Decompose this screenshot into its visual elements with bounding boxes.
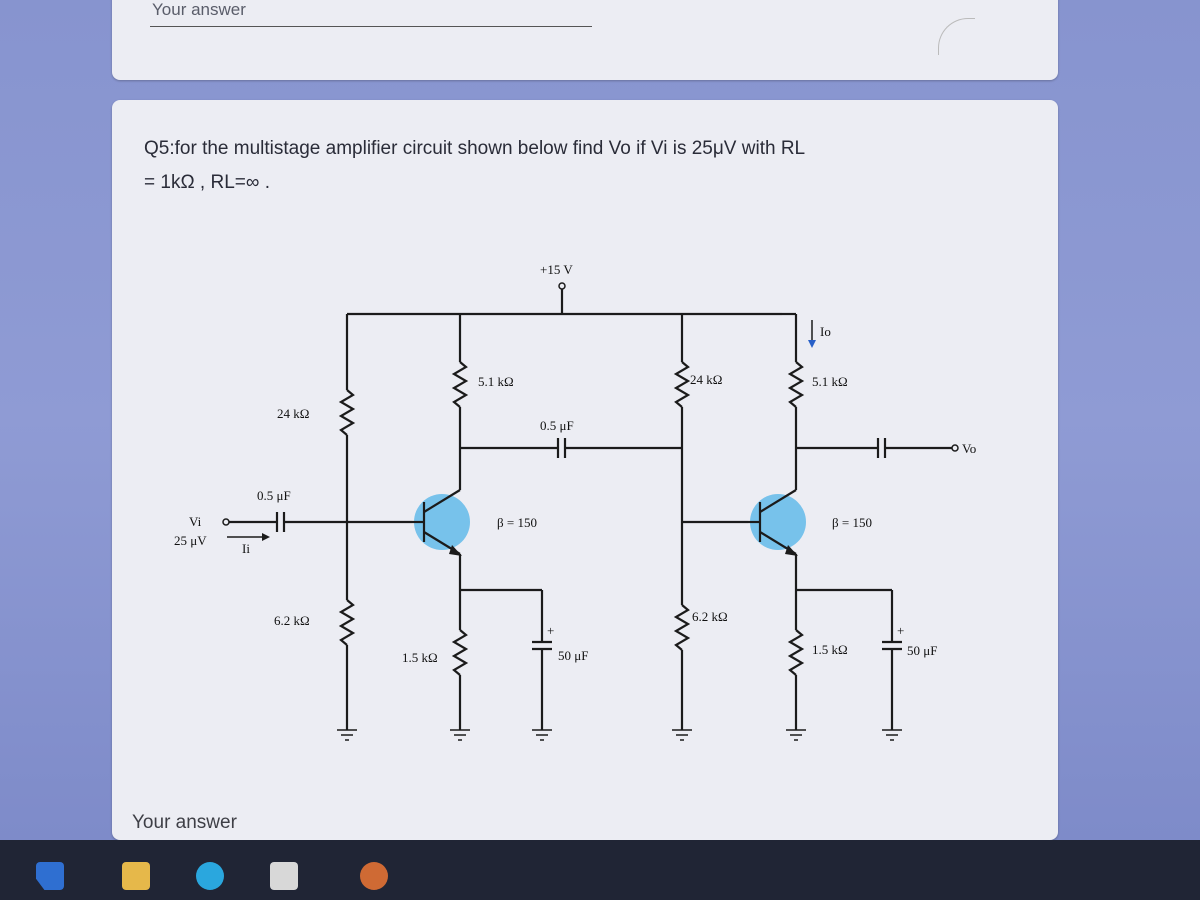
file-explorer-icon[interactable] xyxy=(122,862,150,890)
edge-icon[interactable] xyxy=(196,862,224,890)
vi-label: Vi xyxy=(189,514,202,529)
ce2-label: 50 μF xyxy=(907,643,938,658)
rc1-label: 5.1 kΩ xyxy=(478,374,514,389)
resistor-r2 xyxy=(341,600,353,645)
polygon xyxy=(262,533,270,541)
cc-label: 0.5 μF xyxy=(540,418,574,433)
resistor-r1 xyxy=(341,390,353,435)
taskbar xyxy=(0,840,1200,900)
r1-label: 24 kΩ xyxy=(277,406,310,421)
circuit-diagram xyxy=(162,250,1062,870)
resistor-r4 xyxy=(676,605,688,650)
resistor-r3 xyxy=(676,362,688,407)
input-terminal xyxy=(223,519,229,525)
circuit-svg xyxy=(162,250,1062,870)
r4-label: 6.2 kΩ xyxy=(692,609,728,624)
vi-value: 25 μV xyxy=(174,533,207,548)
r3-label: 24 kΩ xyxy=(690,372,723,387)
re1-label: 1.5 kΩ xyxy=(402,650,438,665)
vo-label: Vo xyxy=(962,441,977,456)
re2-label: 1.5 kΩ xyxy=(812,642,848,657)
q2-beta: β = 150 xyxy=(832,515,872,530)
question-text xyxy=(144,132,1014,200)
chrome-icon[interactable] xyxy=(360,862,388,890)
supply-terminal xyxy=(559,283,565,289)
q1-beta: β = 150 xyxy=(497,515,537,530)
store-icon[interactable] xyxy=(270,862,298,890)
resistor-re2 xyxy=(790,630,802,675)
question-line-1: Q5:for the multistage amplifier circuit shown below find Vo if Vi is 25μV with RL xyxy=(144,138,806,159)
resistor-re1 xyxy=(454,630,466,675)
resistor-rc1 xyxy=(454,362,466,407)
supply-label: +15 V xyxy=(540,262,573,277)
ce1-plus: + xyxy=(547,623,555,638)
polygon xyxy=(808,340,816,348)
io-label: Io xyxy=(820,324,831,339)
ce1-label: 50 μF xyxy=(558,648,589,663)
rc2-label: 5.1 kΩ xyxy=(812,374,848,389)
resistor-rc2 xyxy=(790,362,802,407)
ii-label: Ii xyxy=(242,541,250,556)
answer-label: Your answer xyxy=(152,0,246,19)
r2-label: 6.2 kΩ xyxy=(274,613,310,628)
answer-label-bottom: Your answer xyxy=(132,812,237,833)
cin-label: 0.5 μF xyxy=(257,488,291,503)
decorative-arc xyxy=(938,18,975,55)
answer-input-line[interactable] xyxy=(150,26,592,27)
question-card xyxy=(112,100,1058,840)
answer-card-top xyxy=(112,0,1058,80)
question-line-2: = 1kΩ , RL=∞ . xyxy=(144,172,270,193)
output-terminal xyxy=(952,445,958,451)
ce2-plus: + xyxy=(897,623,905,638)
